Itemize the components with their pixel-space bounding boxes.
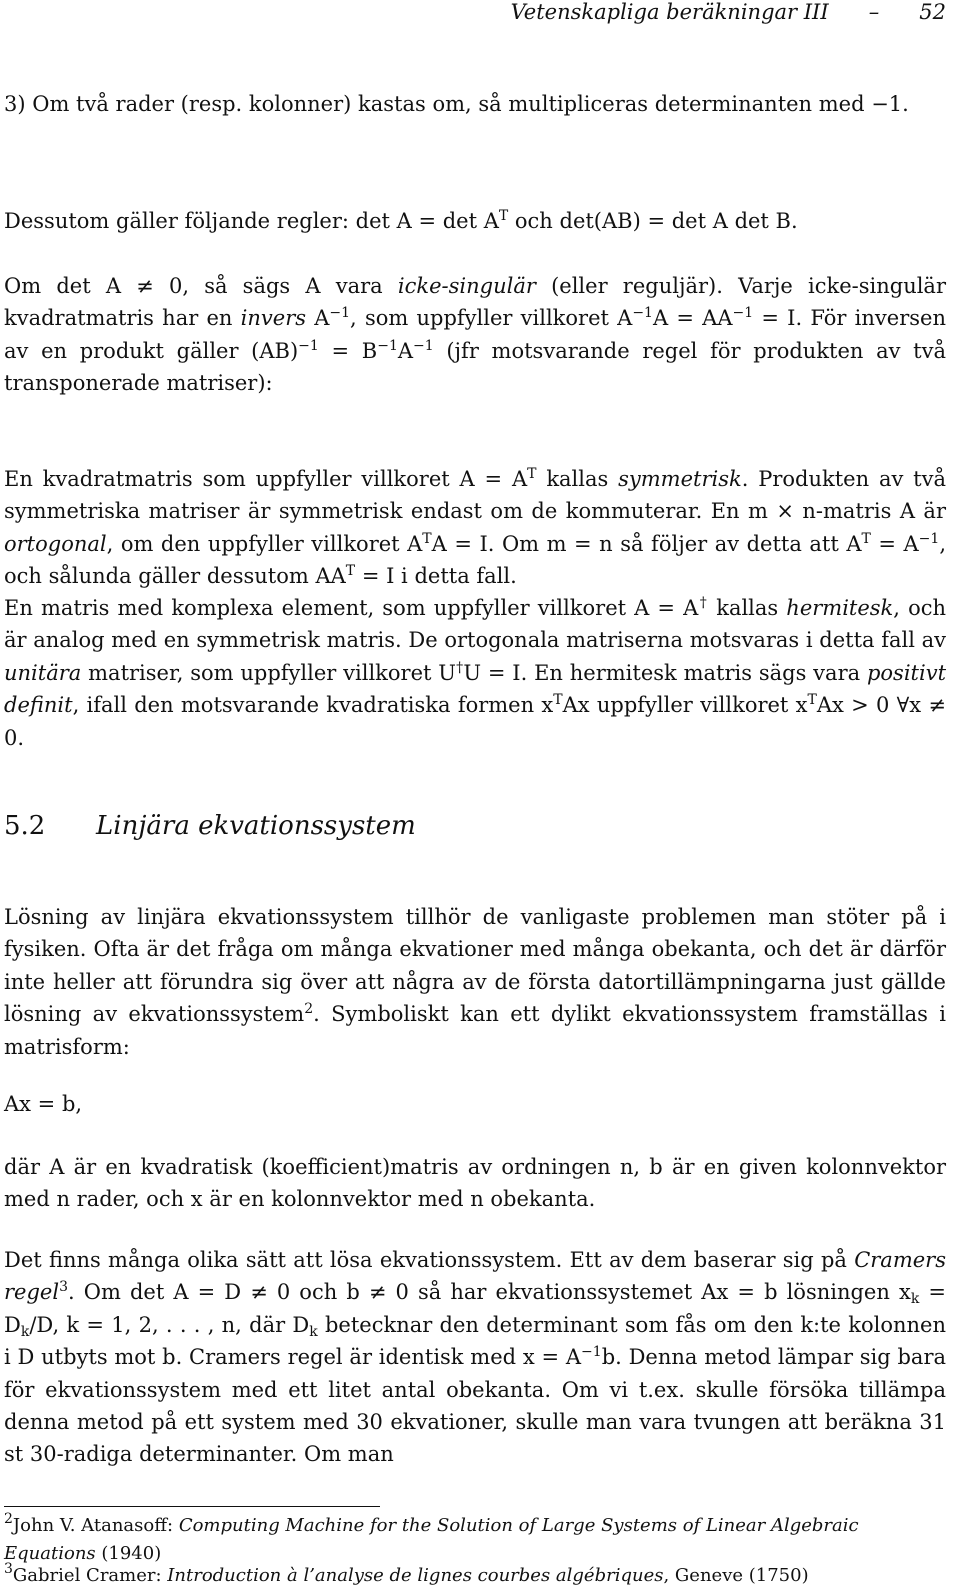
footnote-3: $^3$Gabriel Cramer: Introduction à l’analyse de lignes courbes algébriques, Geneve (1750) (4, 1561, 809, 1586)
symmetric-orthogonal-paragraph: En kvadratmatris som uppfyller villkoret $A = A^T$ kallas symmetrisk. Produkten av två symmetriska matriser är symmetrisk endast om de kommuterar. En m × n-matris A är ortogonal, om den uppfyller villkoret $A^TA = I$. Om m = n så följer av detta att $A^T = A^{-1}$, och sålunda gäller dessutom $AA^T = I$ i detta fall. (4, 466, 946, 589)
section-title: Linjära ekvationssystem (96, 811, 416, 841)
running-title: Vetenskapliga beräkningar III (510, 0, 829, 24)
footnote-rule (4, 1506, 380, 1507)
footnote-2: $^2$John V. Atanasoff: Computing Machine for the Solution of Large Systems of Linear Algebraic Equations (1940) (4, 1511, 859, 1564)
intro-linear-systems-paragraph: Lösning av linjära ekvationssystem tillhör de vanligaste problemen man stöter på i fysiken. Ofta är det fråga om många ekvationer med många obekanta, och det är därför inte heller att förundra sig över att några av de första datortillämpningarna just gällde lösning av ekvationssystem$^2$. Symboliskt kan ett dylikt ekvationssystem framställas i matrisform: (4, 905, 947, 1059)
page-number: 52 (919, 0, 946, 24)
inverse-paragraph: Om det A ≠ 0, så sägs A vara icke-singulär (eller reguljär). Varje icke-singulär kvadratmatris har en invers $A^{-1}$, som uppfyller villkoret $A^{-1}A = AA^{-1} = I$. För inversen av en produkt gäller $(AB)^{-1} = B^{-1}A^{-1}$ (jfr motsvarande regel för produkten av två transponerade matriser): (4, 274, 946, 396)
matrix-equation: Ax = b, (4, 1092, 83, 1116)
section-heading (4, 808, 416, 844)
cramer-paragraph: Det finns många olika sätt att lösa ekvationssystem. Ett av dem baserar sig på Cramers regel$^3$. Om det A = D ≠ 0 och b ≠ 0 så har ekvationssystemet Ax = b lösningen $x_k = D_k/D$, k = 1, 2, . . . , n, där $D_k$ betecknar den determinant som fås om den k:te kolonnen i D utbyts mot b. Cramers regel är identisk med $x = A^{-1}b$. Denna metod lämpar sig bara för ekvationssystem med ett litet antal obekanta. Om vi t.ex. skulle försöka tillämpa denna metod på ett system med 30 ekvationer, skulle man vara tvungen att beräkna 31 st 30-radiga determinanter. Om man (4, 1248, 947, 1467)
determinant-rules-paragraph: Dessutom gäller följande regler: $\det A = \det A^T$ och det(AB) = det A det B. (4, 208, 798, 233)
hermitian-paragraph: En matris med komplexa element, som uppfyller villkoret A = A† kallas hermitesk, och är analog med en symmetrisk matris. De ortogonala matriserna motsvaras i detta fall av unitära matriser, som uppfyller villkoret U†U = I. En hermitesk matris sägs vara positivt definit, ifall den motsvarande kvadratiska formen $x^TAx$ uppfyller villkoret $x^TAx > 0$ ∀x ≠ 0. (4, 595, 947, 750)
running-header (511, 0, 946, 26)
definitions-paragraph: där A är en kvadratisk (koefficient)matris av ordningen n, b är en given kolonnvektor med n rader, och x är en kolonnvektor med n obekanta. (4, 1155, 946, 1212)
header-dash: – (868, 0, 880, 24)
rule-3-paragraph: 3) Om två rader (resp. kolonner) kastas om, så multipliceras determinanten med −1. (4, 92, 909, 116)
section-number: 5.2 (4, 811, 46, 841)
